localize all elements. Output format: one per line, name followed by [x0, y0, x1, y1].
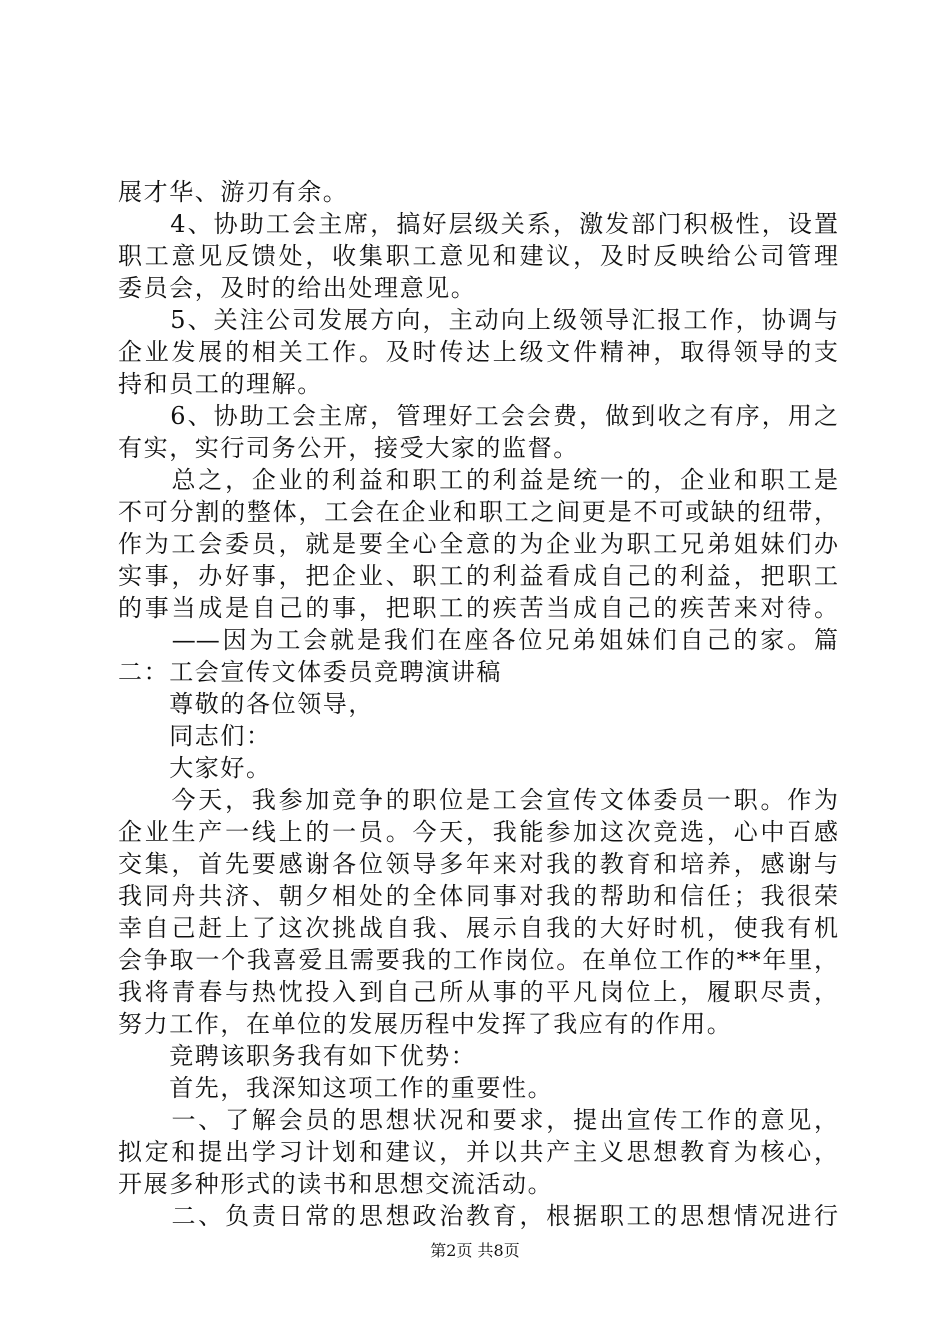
text-line: 展才华、游刃有余。	[118, 178, 349, 206]
text-line: 竞聘该职务我有如下优势：	[118, 1042, 477, 1070]
text-line: 二、负责日常的思想政治教育，根据职工的思想情况进行	[118, 1202, 838, 1230]
text-line: 企业生产一线上的一员。今天，我能参加这次竞选，心中百感	[118, 818, 838, 846]
text-line: 持和员工的理解。	[118, 370, 323, 398]
text-line: 首先，我深知这项工作的重要性。	[118, 1074, 554, 1102]
text-line: 大家好。	[118, 754, 272, 782]
text-line: 努力工作，在单位的发展历程中发挥了我应有的作用。	[118, 1010, 733, 1038]
text-line: 一、了解会员的思想状况和要求，提出宣传工作的意见，	[118, 1106, 838, 1134]
text-line: 我将青春与热忱投入到自己所从事的平凡岗位上，履职尽责，	[118, 978, 838, 1006]
text-line: 今天，我参加竞争的职位是工会宣传文体委员一职。作为	[118, 786, 838, 814]
text-line: 开展多种形式的读书和思想交流活动。	[118, 1170, 554, 1198]
text-line: 同志们：	[118, 722, 272, 750]
text-line: 幸自己赶上了这次挑战自我、展示自我的大好时机，使我有机	[118, 914, 838, 942]
text-line: 作为工会委员，就是要全心全意的为企业为职工兄弟姐妹们办	[118, 530, 838, 558]
text-line: 委员会，及时的给出处理意见。	[118, 274, 477, 302]
text-line: 尊敬的各位领导，	[118, 690, 374, 718]
text-line: 不可分割的整体，工会在企业和职工之间更是不可或缺的纽带，	[118, 498, 838, 526]
text-line: 6、协助工会主席，管理好工会会费，做到收之有序，用之	[118, 402, 838, 430]
text-line: 实事，办好事，把企业、职工的利益看成自己的利益，把职工	[118, 562, 838, 590]
text-line: 职工意见反馈处，收集职工意见和建议，及时反映给公司管理	[118, 242, 838, 270]
text-line: 4、协助工会主席，搞好层级关系，激发部门积极性，设置	[118, 210, 838, 238]
text-line: 的事当成是自己的事，把职工的疾苦当成自己的疾苦来对待。	[118, 594, 838, 622]
text-line: 我同舟共济、朝夕相处的全体同事对我的帮助和信任；我很荣	[118, 882, 838, 910]
text-line: 二：工会宣传文体委员竞聘演讲稿	[118, 658, 502, 686]
text-line: 总之，企业的利益和职工的利益是统一的，企业和职工是	[118, 466, 838, 494]
text-line: 会争取一个我喜爱且需要我的工作岗位。在单位工作的**年里，	[118, 946, 838, 974]
text-line: 企业发展的相关工作。及时传达上级文件精神，取得领导的支	[118, 338, 838, 366]
text-line: 有实，实行司务公开，接受大家的监督。	[118, 434, 579, 462]
text-line: ——因为工会就是我们在座各位兄弟姐妹们自己的家。篇	[118, 626, 838, 654]
page-footer: 第2页 共8页	[430, 1241, 520, 1260]
text-line: 5、关注公司发展方向，主动向上级领导汇报工作，协调与	[118, 306, 838, 334]
text-line: 拟定和提出学习计划和建议，并以共产主义思想教育为核心，	[118, 1138, 838, 1166]
text-line: 交集，首先要感谢各位领导多年来对我的教育和培养，感谢与	[118, 850, 838, 878]
